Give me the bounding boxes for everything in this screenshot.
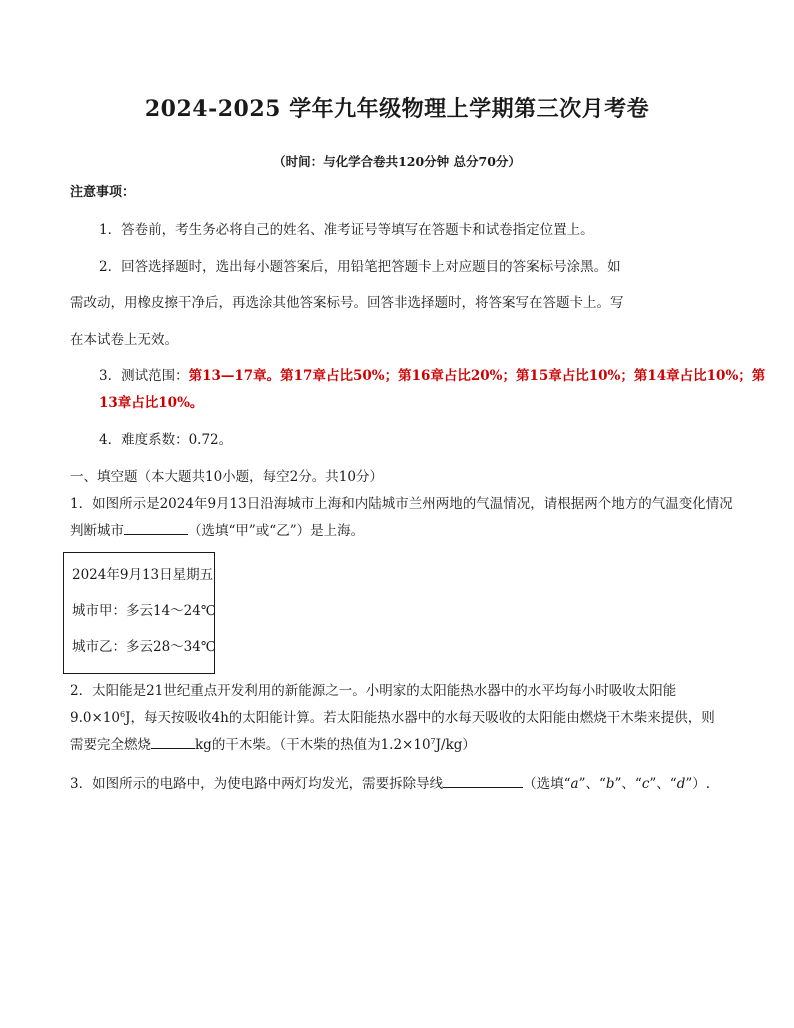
separator-2: ”、“ [614, 776, 642, 792]
question-3-answer-blank[interactable] [443, 773, 523, 788]
question-2-text-before: 需要完全燃烧 [70, 737, 151, 753]
notice-item-3-line-2: 13章占比10%。 [99, 395, 204, 411]
option-b: b [605, 776, 615, 792]
weather-city-a: 城市甲：多云14～24℃ [72, 603, 216, 619]
notice-item-3-prefix: 3．测试范围： [99, 368, 189, 384]
question-2-answer-blank[interactable] [151, 734, 195, 749]
notice-item-3-line-1 [99, 364, 765, 384]
question-1-line-2 [70, 519, 364, 539]
question-1-line-1: 1．如图所示是2024年9月13日沿海城市上海和内陆城市兰州两地的气温情况，请根据两个地方的气温变化情况 [70, 496, 733, 512]
notice-item-4: 4．难度系数：0.72。 [99, 432, 233, 448]
energy-exponent: 6 [119, 710, 126, 719]
option-a: a [570, 776, 579, 792]
question-1-text-before: 判断城市 [70, 523, 124, 539]
notice-item-2-line-1: 2．回答选择题时，选出每小题答案后，用铅笔把答题卡上对应题目的答案标号涂黑。如 [99, 259, 621, 275]
question-2-line-2-text: J，每天按吸收4h的太阳能计算。若太阳能热水器中的水每天吸收的太阳能由燃烧干木柴来提供，则 [125, 710, 715, 726]
notice-item-2-line-2: 需改动，用橡皮擦干净后，再选涂其他答案标号。回答非选择题时，将答案写在答题卡上。写 [70, 295, 624, 311]
option-d: d [676, 776, 686, 792]
question-2-text-mid: kg的干木柴。（干木柴的热值为1.2×10 [195, 737, 431, 753]
separator-1: ”、“ [578, 776, 606, 792]
question-3-line [70, 772, 710, 792]
page-title: 2024-2025 学年九年级物理上学期第三次月考卷 [144, 96, 650, 122]
weather-date: 2024年9月13日星期五 [72, 567, 214, 583]
weather-city-b: 城市乙：多云28～34℃ [72, 639, 216, 655]
energy-coefficient: 9.0×10 [70, 710, 120, 726]
question-1-text-after: （选填“甲”或“乙”）是上海。 [188, 523, 365, 539]
test-scope: 第13—17章。第17章占比50%；第16章占比20%；第15章占比10%；第14章占比10%；第 [188, 368, 766, 384]
question-1-answer-blank[interactable] [124, 520, 188, 535]
question-2-line-1: 2．太阳能是21世纪重点开发利用的新能源之一。小明家的太阳能热水器中的水平均每小时吸收太阳能 [70, 683, 677, 699]
notice-heading: 注意事项： [70, 185, 136, 200]
question-2-line-3 [70, 733, 476, 753]
question-3-text-before: 3．如图所示的电路中，为使电路中两灯均发光，需要拆除导线 [70, 776, 444, 792]
notice-item-2-line-3: 在本试卷上无效。 [70, 332, 178, 348]
option-c: c [641, 776, 650, 792]
section-heading: 一、填空题（本大题共10小题，每空2分。共10分） [70, 469, 383, 485]
separator-3: ”、“ [649, 776, 677, 792]
weather-info-box [63, 552, 215, 674]
exam-time-note: （时间：与化学合卷共120分钟 总分70分） [273, 154, 521, 169]
heat-value-exponent: 7 [430, 737, 436, 746]
question-3-text-mid: （选填“ [523, 776, 571, 792]
notice-item-1: 1．答卷前，考生务必将自己的姓名、准考证号等填写在答题卡和试卷指定位置上。 [99, 222, 594, 238]
question-3-text-end: ”）. [685, 776, 711, 792]
question-2-text-after: J/kg） [435, 737, 476, 753]
question-2-line-2 [70, 706, 715, 726]
